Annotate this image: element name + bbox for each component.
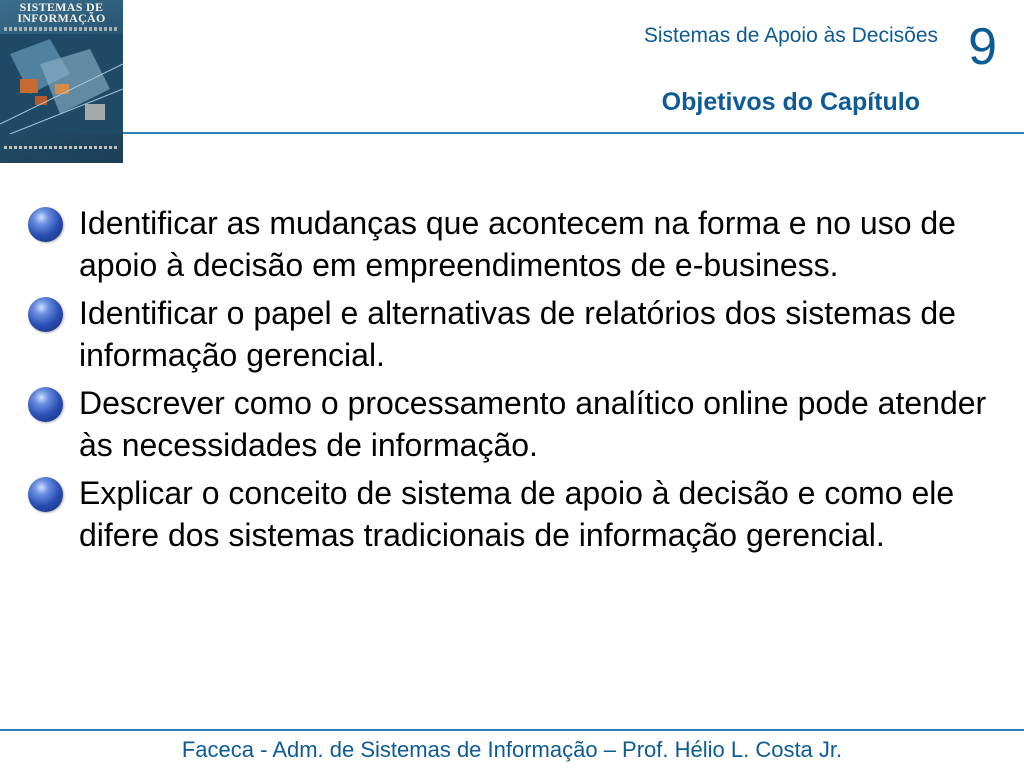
chapter-number: 9 bbox=[968, 18, 997, 76]
book-cover-title-line1: SISTEMAS DE bbox=[19, 0, 104, 14]
objective-item bbox=[28, 292, 1003, 376]
objective-text: Identificar o papel e alternativas de relatórios dos sistemas de informação gerencial. bbox=[79, 295, 956, 373]
page-title: Objetivos do Capítulo bbox=[661, 88, 920, 116]
book-cover-author bbox=[4, 146, 119, 149]
objective-item bbox=[28, 472, 1003, 556]
objective-text: Identificar as mudanças que acontecem na forma e no uso de apoio à decisão em empreendimentos de e-business. bbox=[79, 205, 956, 283]
header-subject: Sistemas de Apoio às Decisões bbox=[643, 24, 938, 47]
globe-bullet-icon bbox=[28, 207, 63, 242]
objective-text: Descrever como o processamento analítico online pode atender às necessidades de informação. bbox=[79, 385, 987, 463]
footer-text: Faceca - Adm. de Sistemas de Informação – Prof. Hélio L. Costa Jr. bbox=[181, 737, 843, 762]
globe-bullet-icon bbox=[28, 477, 63, 512]
book-cover-image bbox=[0, 0, 123, 163]
book-cover-subtitle bbox=[4, 27, 119, 31]
book-cover-title-line2: INFORMAÇÃO bbox=[17, 11, 106, 25]
globe-bullet-icon bbox=[28, 387, 63, 422]
footer-divider bbox=[0, 729, 1024, 731]
objectives-list bbox=[28, 202, 1003, 562]
objective-text: Explicar o conceito de sistema de apoio à decisão e como ele difere dos sistemas tradicionais de informação gerencial. bbox=[79, 475, 955, 553]
globe-bullet-icon bbox=[28, 297, 63, 332]
objective-item bbox=[28, 202, 1003, 286]
objective-item bbox=[28, 382, 1003, 466]
header-divider bbox=[123, 132, 1024, 134]
book-cover-artwork bbox=[0, 34, 123, 134]
book-cover-title bbox=[4, 2, 119, 24]
